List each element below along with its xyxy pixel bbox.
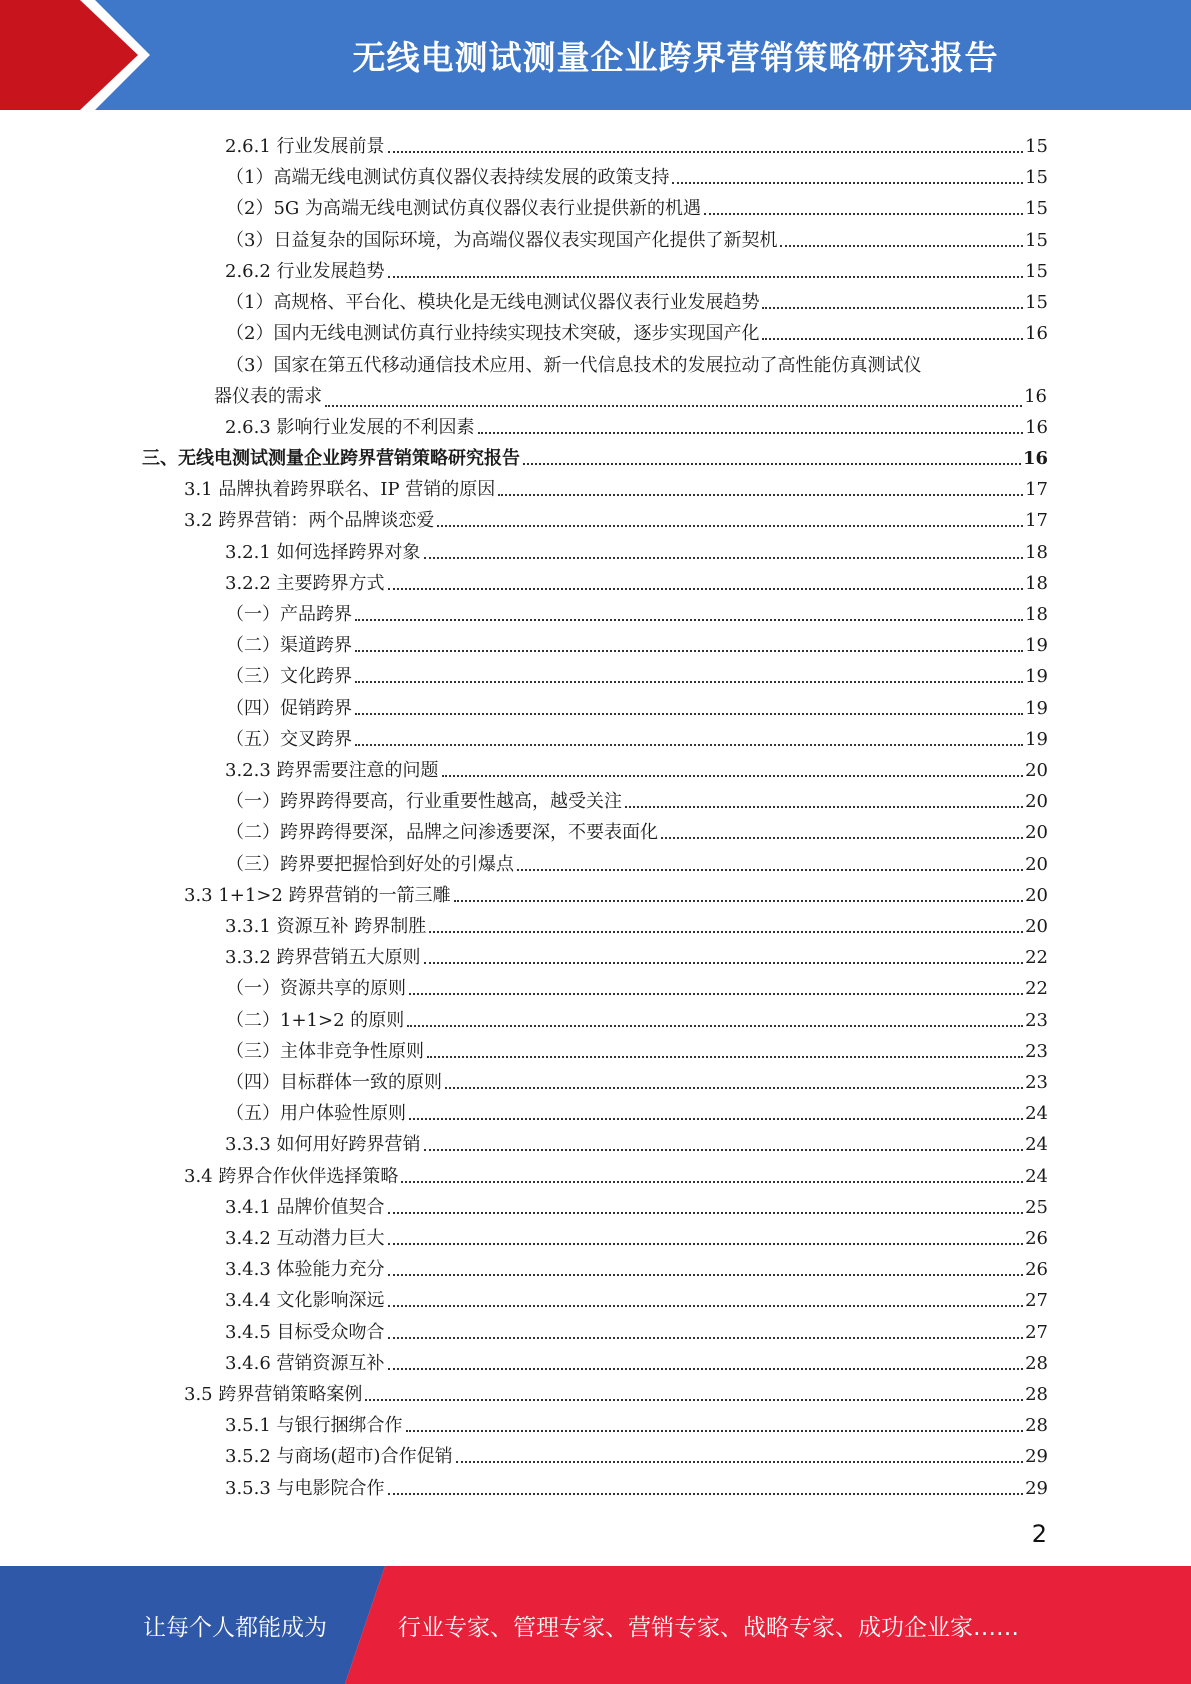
toc-entry-page: 29 bbox=[1025, 1446, 1048, 1468]
toc-entry-label: （二）1+1>2 的原则 bbox=[226, 1009, 405, 1031]
toc-entry[interactable] bbox=[225, 1407, 1048, 1437]
page-footer bbox=[0, 1566, 1191, 1684]
toc-entry[interactable] bbox=[225, 1438, 1048, 1468]
toc-entry-label: 2.6.2 行业发展趋势 bbox=[225, 260, 385, 282]
toc-entry-label: 3.3.3 如何用好跨界营销 bbox=[225, 1134, 421, 1156]
toc-entry-page: 15 bbox=[1025, 167, 1048, 189]
toc-leader-dots bbox=[388, 151, 1024, 153]
toc-leader-dots bbox=[388, 1212, 1024, 1214]
toc-entry-page: 15 bbox=[1025, 136, 1048, 157]
toc-entry-label-continued: 器仪表的需求 bbox=[214, 386, 322, 408]
toc-leader-dots bbox=[424, 1149, 1024, 1151]
toc-leader-dots bbox=[388, 588, 1024, 590]
toc-entry-label: （三）跨界要把握恰到好处的引爆点 bbox=[226, 853, 514, 875]
toc-entry-label: （四）目标群体一致的原则 bbox=[226, 1072, 442, 1093]
toc-entry-page: 27 bbox=[1025, 1321, 1048, 1343]
toc-entry[interactable] bbox=[226, 596, 1048, 626]
toc-entry-label: 3.5 跨界营销策略案例 bbox=[184, 1384, 363, 1405]
toc-leader-dots bbox=[762, 338, 1023, 340]
chevron-arrow-icon bbox=[0, 0, 180, 110]
toc-entry[interactable] bbox=[226, 1095, 1048, 1125]
toc-leader-dots bbox=[406, 1430, 1024, 1432]
toc-entry-page: 15 bbox=[1025, 198, 1048, 220]
page-number: 2 bbox=[1031, 1520, 1047, 1548]
toc-entry[interactable] bbox=[225, 1345, 1048, 1375]
toc-entry-page: 16 bbox=[1025, 323, 1048, 345]
toc-entry[interactable] bbox=[226, 222, 1048, 252]
toc-entry-label: （一）产品跨界 bbox=[226, 604, 352, 625]
toc-entry-label: 3.2.3 跨界需要注意的问题 bbox=[225, 760, 439, 781]
toc-entry-page: 19 bbox=[1025, 728, 1048, 750]
toc-entry-label: （二）跨界跨得要深，品牌之问渗透要深，不要表面化 bbox=[226, 822, 658, 844]
toc-entry[interactable] bbox=[214, 350, 1048, 412]
toc-leader-dots bbox=[424, 557, 1024, 559]
toc-leader-dots bbox=[661, 837, 1023, 839]
toc-leader-dots bbox=[409, 993, 1023, 995]
toc-entry[interactable] bbox=[225, 1470, 1048, 1500]
toc-entry-label: （2）国内无线电测试仿真行业持续实现技术突破，逐步实现国产化 bbox=[226, 323, 760, 345]
toc-entry-page: 17 bbox=[1025, 479, 1048, 501]
toc-leader-dots bbox=[478, 432, 1024, 434]
toc-entry[interactable] bbox=[226, 159, 1048, 189]
toc-entry-page: 24 bbox=[1025, 1165, 1048, 1187]
toc-leader-dots bbox=[442, 775, 1024, 777]
toc-entry-page: 25 bbox=[1025, 1196, 1048, 1218]
toc-entry-page: 19 bbox=[1025, 666, 1048, 688]
toc-entry-label: （三）主体非竞争性原则 bbox=[226, 1040, 424, 1062]
toc-entry-label: 3.3.2 跨界营销五大原则 bbox=[225, 947, 421, 969]
toc-entry[interactable] bbox=[184, 1158, 1048, 1188]
toc-entry-page: 15 bbox=[1025, 229, 1048, 251]
toc-leader-dots bbox=[445, 1087, 1023, 1089]
toc-leader-dots bbox=[409, 1118, 1023, 1120]
toc-entry[interactable] bbox=[225, 253, 1048, 283]
toc-entry-page: 24 bbox=[1025, 1134, 1048, 1156]
toc-entry[interactable] bbox=[225, 752, 1048, 782]
toc-entry[interactable] bbox=[184, 502, 1048, 532]
toc-entry-label: 3.4.4 文化影响深远 bbox=[225, 1290, 385, 1312]
toc-entry[interactable] bbox=[226, 315, 1048, 345]
toc-leader-dots bbox=[401, 1181, 1023, 1183]
toc-entry-label: （3）国家在第五代移动通信技术应用、新一代信息技术的发展拉动了高性能仿真测试仪 bbox=[226, 355, 922, 377]
toc-entry-page: 22 bbox=[1025, 978, 1048, 1000]
toc-entry-page: 22 bbox=[1025, 947, 1048, 969]
toc-entry-label: 3.4.5 目标受众吻合 bbox=[225, 1321, 385, 1343]
toc-entry[interactable] bbox=[225, 1189, 1048, 1219]
toc-entry-page: 20 bbox=[1025, 884, 1048, 906]
toc-leader-dots bbox=[427, 1056, 1023, 1058]
toc-entry-label: （四）促销跨界 bbox=[226, 697, 352, 719]
toc-leader-dots bbox=[355, 619, 1023, 621]
toc-entry-page: 23 bbox=[1025, 1072, 1048, 1093]
toc-entry[interactable] bbox=[226, 1033, 1048, 1063]
toc-leader-dots bbox=[498, 494, 1023, 496]
toc-entry[interactable] bbox=[226, 970, 1048, 1000]
toc-entry-label: 三、无线电测试测量企业跨界营销策略研究报告 bbox=[142, 448, 520, 469]
toc-entry[interactable] bbox=[225, 939, 1048, 969]
toc-entry[interactable] bbox=[225, 1251, 1048, 1281]
toc-entry[interactable] bbox=[225, 908, 1048, 938]
toc-leader-dots bbox=[388, 1493, 1024, 1495]
toc-entry-page: 20 bbox=[1025, 916, 1048, 937]
toc-entry[interactable] bbox=[225, 409, 1048, 439]
toc-entry[interactable] bbox=[184, 1376, 1048, 1406]
toc-leader-dots bbox=[388, 276, 1024, 278]
toc-leader-dots bbox=[388, 1243, 1024, 1245]
toc-entry-label: 3.4 跨界合作伙伴选择策略 bbox=[184, 1165, 399, 1187]
toc-entry-page: 23 bbox=[1025, 1040, 1048, 1062]
toc-entry-label: 3.2 跨界营销：两个品牌谈恋爱 bbox=[184, 510, 435, 532]
toc-entry-label: 3.4.1 品牌价值契合 bbox=[225, 1196, 385, 1218]
toc-leader-dots bbox=[388, 1337, 1024, 1339]
toc-entry[interactable] bbox=[226, 783, 1048, 813]
toc-entry[interactable] bbox=[226, 1002, 1048, 1032]
toc-entry-label: （二）渠道跨界 bbox=[226, 635, 352, 657]
toc-entry-page: 15 bbox=[1025, 260, 1048, 282]
toc-leader-dots bbox=[407, 1025, 1023, 1027]
toc-entry-label: （五）用户体验性原则 bbox=[226, 1103, 406, 1125]
toc-entry-label: 3.1 品牌执着跨界联名、IP 营销的原因 bbox=[184, 479, 496, 501]
toc-entry-label: （2）5G 为高端无线电测试仿真仪器仪表行业提供新的机遇 bbox=[226, 198, 702, 220]
toc-leader-dots bbox=[355, 713, 1023, 715]
toc-entry-page: 26 bbox=[1025, 1259, 1048, 1281]
toc-entry-label: （1）高端无线电测试仿真仪器仪表持续发展的政策支持 bbox=[226, 167, 670, 189]
toc-entry-page: 16 bbox=[1022, 448, 1048, 469]
toc-entry-page: 26 bbox=[1025, 1228, 1048, 1249]
toc-entry-page: 18 bbox=[1025, 604, 1048, 625]
toc-entry-page: 28 bbox=[1025, 1384, 1048, 1405]
toc-entry[interactable] bbox=[226, 1064, 1048, 1094]
toc-entry-label: 3.5.1 与银行捆绑合作 bbox=[225, 1415, 403, 1437]
toc-entry[interactable] bbox=[226, 658, 1048, 688]
toc-entry-label: 3.4.6 营销资源互补 bbox=[225, 1352, 385, 1374]
toc-leader-dots bbox=[429, 931, 1023, 933]
toc-leader-dots bbox=[456, 1461, 1024, 1463]
toc-entry[interactable] bbox=[225, 128, 1048, 158]
toc-leader-dots bbox=[780, 245, 1023, 247]
toc-entry-page: 27 bbox=[1025, 1290, 1048, 1312]
toc-entry[interactable] bbox=[142, 440, 1048, 470]
toc-entry[interactable] bbox=[225, 1314, 1048, 1344]
toc-leader-dots bbox=[704, 213, 1023, 215]
toc-entry-page: 28 bbox=[1025, 1352, 1048, 1374]
report-title: 无线电测试测量企业跨界营销策略研究报告 bbox=[352, 37, 999, 77]
toc-entry-page: 20 bbox=[1025, 853, 1048, 875]
toc-leader-dots bbox=[517, 869, 1023, 871]
toc-entry-label: 3.2.2 主要跨界方式 bbox=[225, 572, 385, 594]
toc-entry[interactable] bbox=[226, 190, 1048, 220]
toc-entry[interactable] bbox=[226, 846, 1048, 876]
toc-entry-page: 20 bbox=[1025, 760, 1048, 781]
toc-entry-label: （3）日益复杂的国际环境，为高端仪器仪表实现国产化提供了新契机 bbox=[226, 229, 778, 251]
footer-slogan-right: 行业专家、管理专家、营销专家、战略专家、成功企业家…… bbox=[398, 1614, 1019, 1641]
toc-entry[interactable] bbox=[225, 565, 1048, 595]
toc-leader-dots bbox=[355, 744, 1023, 746]
toc-entry-label: 2.6.3 影响行业发展的不利因素 bbox=[225, 416, 475, 438]
toc-leader-dots bbox=[625, 806, 1023, 808]
toc-leader-dots bbox=[762, 307, 1023, 309]
toc-leader-dots bbox=[388, 1305, 1024, 1307]
toc-entry-label: 3.4.3 体验能力充分 bbox=[225, 1259, 385, 1281]
toc-entry[interactable] bbox=[226, 721, 1048, 751]
toc-leader-dots bbox=[365, 1399, 1023, 1401]
toc-entry-page: 15 bbox=[1025, 292, 1048, 313]
toc-entry-label: 3.3 1+1>2 跨界营销的一箭三雕 bbox=[184, 884, 451, 906]
toc-entry-label: （一）资源共享的原则 bbox=[226, 978, 406, 1000]
toc-leader-dots bbox=[388, 1274, 1024, 1276]
toc-leader-dots bbox=[355, 650, 1023, 652]
toc-entry-label: （三）文化跨界 bbox=[226, 666, 352, 688]
toc-entry-page: 20 bbox=[1025, 822, 1048, 844]
toc-entry-page: 18 bbox=[1025, 572, 1048, 594]
toc-entry-label: （五）交叉跨界 bbox=[226, 728, 352, 750]
toc-entry[interactable] bbox=[226, 627, 1048, 657]
toc-leader-dots bbox=[424, 962, 1024, 964]
toc-entry[interactable] bbox=[225, 1126, 1048, 1156]
toc-entry-label: 3.3.1 资源互补 跨界制胜 bbox=[225, 916, 427, 937]
toc-entry[interactable] bbox=[226, 814, 1048, 844]
toc-entry-label: （1）高规格、平台化、模块化是无线电测试仪器仪表行业发展趋势 bbox=[226, 292, 760, 313]
toc-entry-page: 19 bbox=[1025, 697, 1048, 719]
toc-entry-page: 17 bbox=[1025, 510, 1048, 532]
toc-entry-page: 24 bbox=[1025, 1103, 1048, 1125]
toc-entry-page: 23 bbox=[1025, 1009, 1048, 1031]
toc-leader-dots bbox=[672, 182, 1023, 184]
toc-entry[interactable] bbox=[225, 1282, 1048, 1312]
toc-entry-label: 3.5.3 与电影院合作 bbox=[225, 1477, 385, 1499]
toc-entry-page: 16 bbox=[1025, 416, 1048, 438]
toc-leader-dots bbox=[454, 900, 1024, 902]
toc-entry-label: 3.4.2 互动潜力巨大 bbox=[225, 1228, 385, 1249]
toc-entry-page: 29 bbox=[1025, 1477, 1048, 1499]
toc-entry-page: 18 bbox=[1025, 541, 1048, 563]
toc-entry-label: 3.2.1 如何选择跨界对象 bbox=[225, 541, 421, 563]
toc-entry[interactable] bbox=[226, 690, 1048, 720]
toc-entry[interactable] bbox=[225, 534, 1048, 564]
page-header bbox=[0, 0, 1191, 110]
toc-leader-dots bbox=[437, 525, 1023, 527]
toc-entry-page: 19 bbox=[1025, 635, 1048, 657]
toc-entry-label: 3.5.2 与商场(超市)合作促销 bbox=[225, 1446, 453, 1468]
toc-leader-dots bbox=[325, 405, 1022, 407]
footer-slogan-left: 让每个人都能成为 bbox=[143, 1614, 327, 1641]
toc-entry-page: 20 bbox=[1025, 791, 1048, 813]
toc-entry-page: 16 bbox=[1024, 386, 1047, 408]
toc-entry[interactable] bbox=[226, 284, 1048, 314]
toc-leader-dots bbox=[523, 463, 1021, 465]
toc-leader-dots bbox=[388, 1368, 1024, 1370]
toc-entry-label: （一）跨界跨得要高，行业重要性越高，越受关注 bbox=[226, 791, 622, 813]
toc-entry[interactable] bbox=[184, 877, 1048, 907]
toc-entry-page: 28 bbox=[1025, 1415, 1048, 1437]
toc-entry[interactable] bbox=[184, 471, 1048, 501]
toc-entry[interactable] bbox=[225, 1220, 1048, 1250]
toc-entry-label: 2.6.1 行业发展前景 bbox=[225, 136, 385, 157]
toc-leader-dots bbox=[355, 681, 1023, 683]
